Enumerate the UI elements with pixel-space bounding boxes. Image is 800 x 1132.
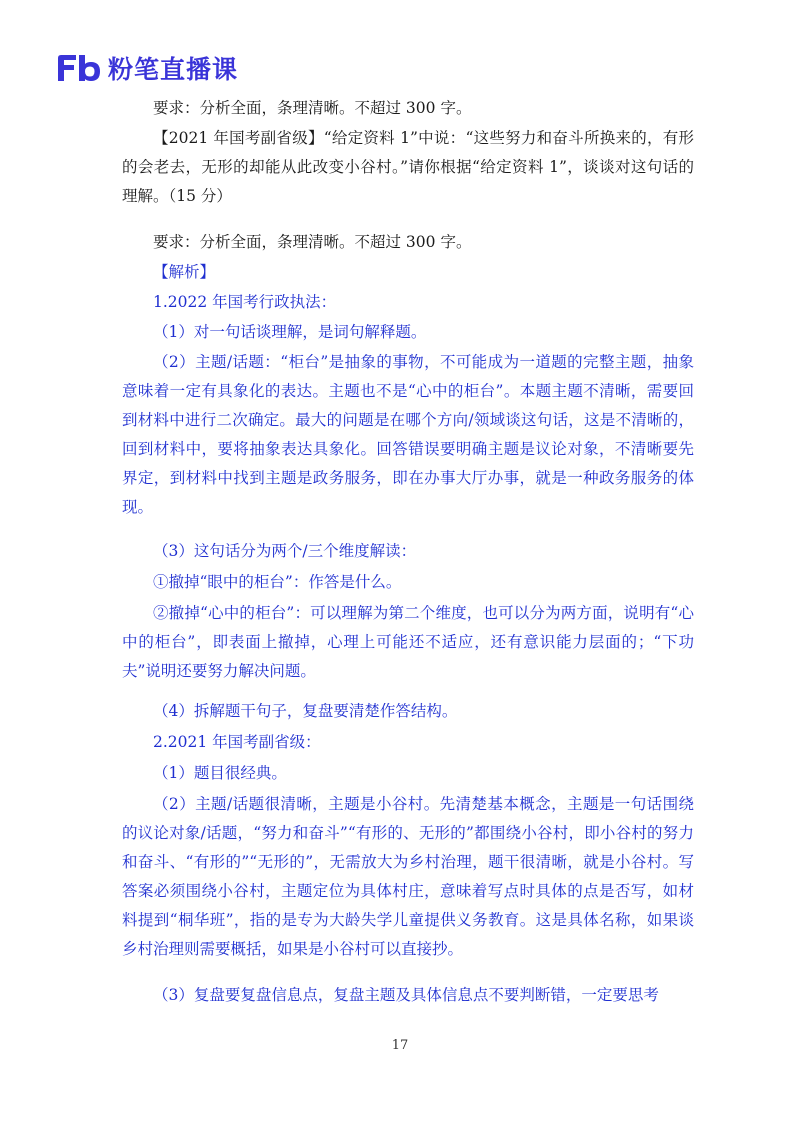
analysis-point: ②撤掉“心中的柜台”：可以理解为第二个维度，也可以分为两方面，说明有“心中的柜台”，即表面上撤掉，心理上可能还不适应，还有意识能力层面的；“下功夫”说明还要努力解决问题。 bbox=[122, 604, 694, 680]
fenbi-logo-icon bbox=[56, 54, 102, 82]
question-text: 【2021 年国考副省级】“给定资料 1”中说：“这些努力和奋斗所换来的，有形的会老去，无形的却能从此改变小谷村。”请你根据“给定资料 1”，谈谈对这句话的理解。（15 分） bbox=[122, 129, 694, 205]
analysis-point: （1）对一句话谈理解，是词句解释题。 bbox=[153, 323, 427, 341]
analysis-heading: 【解析】 bbox=[153, 263, 216, 281]
section-heading: 2.2021 年国考副省级： bbox=[153, 733, 321, 751]
analysis-point: （1）题目很经典。 bbox=[153, 764, 287, 782]
header bbox=[56, 50, 238, 86]
section-heading: 1.2022 年国考行政执法： bbox=[153, 293, 337, 311]
analysis-point: （3）这句话分为两个/三个维度解读： bbox=[153, 542, 417, 560]
brand-name: 粉笔直播课 bbox=[108, 55, 239, 84]
analysis-point: （3）复盘要复盘信息点，复盘主题及具体信息点不要判断错，一定要思考 bbox=[153, 986, 659, 1004]
requirement-text: 要求：分析全面，条理清晰。不超过 300 字。 bbox=[153, 99, 472, 117]
page-number: 17 bbox=[391, 1038, 409, 1053]
requirement-text: 要求：分析全面，条理清晰。不超过 300 字。 bbox=[153, 233, 472, 251]
analysis-point: ①撤掉“眼中的柜台”：作答是什么。 bbox=[153, 573, 402, 591]
analysis-point: （2）主题/话题很清晰，主题是小谷村。先清楚基本概念，主题是一句话围绕的议论对象/话题，“努力和奋斗”“有形的、无形的”都围绕小谷村，即小谷村的努力和奋斗、“有形的”“无形的”，无需放大为乡村治理，题干很清晰，就是小谷村。写答案必须围绕小谷村，主题定位为具体村庄，意味着写点时具体的点是否写，如材料提到“桐华班”，指的是专为大龄失学儿童提供义务教育。这是具体名称，如果谈乡村治理则需要概括，如果是小谷村可以直接抄。 bbox=[122, 795, 694, 958]
analysis-point: （4）拆解题干句子，复盘要清楚作答结构。 bbox=[153, 702, 458, 720]
analysis-point: （2）主题/话题：“柜台”是抽象的事物，不可能成为一道题的完整主题，抽象意味着一定有具象化的表达。主题也不是“心中的柜台”。本题主题不清晰，需要回到材料中进行二次确定。最大的问题是在哪个方向/领域谈这句话，这是不清晰的，回到材料中，要将抽象表达具象化。回答错误要明确主题是议论对象，不清晰要先界定，到材料中找到主题是政务服务，即在办事大厅办事，就是一种政务服务的体现。 bbox=[122, 353, 694, 516]
